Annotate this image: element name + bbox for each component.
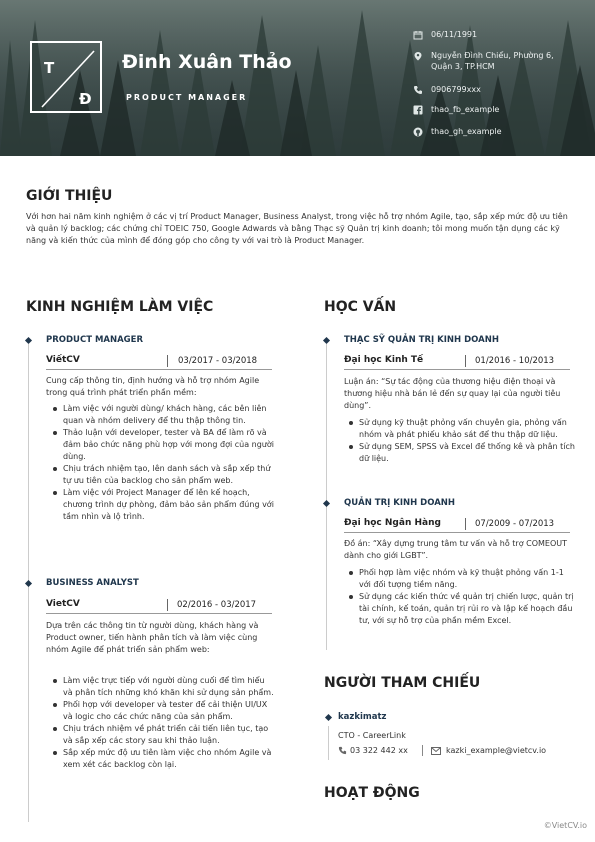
education-bullets (346, 567, 576, 627)
contact-text: 0906799xxx (431, 85, 481, 94)
job-date: 03/2017 - 03/2018 (178, 356, 258, 366)
list-item: Phối hợp làm việc nhóm và kỹ thuật phỏng vấn 1-1 với đối tượng tiềm năng. (346, 567, 576, 591)
list-item: Làm việc trực tiếp với người dùng cuối để tìm hiểu và phân tích những khó khăn khi sử dụng sản phẩm. (50, 675, 276, 699)
list-item: Chịu trách nhiệm về phát triển cải tiến liên tục, tạo và sắp xếp các story sau khi thảo luận. (50, 723, 276, 747)
job-date: 02/2016 - 03/2017 (177, 600, 257, 610)
job-description: Dựa trên các thông tin từ người dùng, khách hàng và Product owner, tiến hành phân tích và làm việc cùng nhóm Agile để phát triển sản phẩm web: (46, 621, 259, 654)
education-underline (344, 532, 570, 533)
list-item: Làm việc với người dùng/ khách hàng, các bên liên quan và nhóm delivery để thu thập thông tin. (50, 403, 276, 427)
experience-title: KINH NGHIỆM LÀM VIỆC (26, 299, 214, 315)
monogram-initial-top: T (44, 59, 55, 77)
education-date: 01/2016 - 10/2013 (475, 356, 555, 366)
job-underline (46, 613, 272, 614)
company-date-separator (167, 599, 168, 611)
reference-phone[interactable]: 03 322 442 xx (350, 746, 408, 755)
job-underline (46, 369, 272, 370)
job-bullets (50, 675, 276, 771)
contact-text: 06/11/1991 (431, 30, 478, 39)
education-description: Đồ án: “Xây dựng trung tâm tư vấn và hỗ trợ COMEOUT dành cho giới LGBT”. (344, 539, 568, 560)
list-item: Thảo luận với developer, tester và BA để làm rõ và đảm bảo chức năng phù hợp với mong đợi của người dùng. (50, 427, 276, 463)
list-item: Sử dụng kỹ thuật phỏng vấn chuyên gia, phỏng vấn nhóm và phát phiếu khảo sát để thu thập dữ liệu. (346, 417, 576, 441)
job-title: PRODUCT MANAGER (46, 335, 144, 345)
education-description: Luận án: “Sự tác động của thương hiệu điện thoại và thương hiệu nhà bán lẻ đến sự quay lại của người tiêu dùng”. (344, 377, 561, 410)
timeline-marker (25, 337, 32, 344)
company-date-separator (167, 355, 168, 367)
school-date-separator (465, 355, 466, 367)
job-title: BUSINESS ANALYST (46, 578, 139, 588)
degree-title: QUẢN TRỊ KINH DOANH (344, 498, 456, 508)
calendar-icon (413, 30, 423, 40)
list-item: Sắp xếp mức độ ưu tiên làm việc cho nhóm Agile và xem xét các backlog còn lại. (50, 747, 276, 771)
reference-marker (325, 714, 332, 721)
facebook-icon (413, 105, 423, 115)
timeline-marker (25, 580, 32, 587)
email-icon (431, 747, 441, 755)
reference-separator (422, 745, 423, 756)
reference-name: kazkimatz (338, 712, 387, 722)
list-item: Chịu trách nhiệm tạo, lên danh sách và sắp xếp thứ tự ưu tiên của backlog cho sản phẩm web. (50, 463, 276, 487)
degree-title: THẠC SỸ QUẢN TRỊ KINH DOANH (344, 335, 499, 345)
education-title: HỌC VẤN (324, 299, 397, 315)
education-underline (344, 369, 570, 370)
reference-email[interactable]: kazki_example@vietcv.io (446, 746, 547, 755)
phone-icon (413, 85, 423, 95)
activities-title: HOẠT ĐỘNG (324, 785, 420, 801)
timeline-marker (323, 337, 330, 344)
job-bullets (50, 403, 276, 523)
job-company: VietCV (46, 599, 80, 609)
github-icon (413, 127, 423, 137)
school-name: Đại học Ngân Hàng (344, 518, 441, 528)
list-item: Sử dụng SEM, SPSS và Excel để thống kê và phân tích dữ liệu. (346, 441, 576, 465)
reference-position: CTO - CareerLink (338, 731, 406, 740)
monogram-slash (32, 43, 104, 115)
header-banner (0, 0, 595, 156)
school-name: Đại học Kinh Tế (344, 355, 424, 365)
education-bullets (346, 417, 576, 465)
contact-text: Nguyễn Đình Chiểu, Phường 6, Quận 3, TP.HCM (431, 51, 554, 71)
job-company: ViếtCV (46, 355, 80, 365)
job-description: Cung cấp thông tin, định hướng và hỗ trợ nhóm Agile trong quá trình phát triển phần mềm: (46, 376, 260, 397)
monogram-logo (30, 41, 102, 113)
reference-timeline (328, 726, 329, 760)
list-item: Sử dụng các kiến thức về quản trị chiến lược, quản trị tài chính, kế toán, quản trị rủi ro và lập kế hoạch đầu tư, với sự hỗ trợ của phần mềm Excel. (346, 591, 576, 627)
list-item: Làm việc với Project Manager để lên kế hoạch, chương trình dự phòng, đảm bảo sản phẩm đúng với tầm nhìn và lộ trình. (50, 487, 276, 523)
contact-text: thao_gh_example (431, 127, 502, 136)
candidate-role: PRODUCT MANAGER (126, 93, 248, 102)
references-title: NGƯỜI THAM CHIẾU (324, 675, 481, 691)
monogram-initial-bottom: Đ (79, 90, 92, 108)
footer-watermark: ©VietCV.io (543, 821, 587, 830)
intro-text: Với hơn hai năm kinh nghiệm ở các vị trí Product Manager, Business Analyst, trong việc hỗ trợ nhóm Agile, tạo, sắp xếp mức độ ưu tiên và quản lý backlog; các chứng chỉ TOEIC 750, Google Adwards và bằng Thạc sỹ Quản trị kinh doanh; tôi mong muốn tận dụng các kỹ năng và kiến thức của mình để đóng góp cho công ty với vai trò là Product Manager. (26, 212, 568, 245)
education-date: 07/2009 - 07/2013 (475, 519, 555, 529)
list-item: Phối hợp với developer và tester để cải thiện UI/UX và logic cho các chức năng của sản phẩm. (50, 699, 276, 723)
contact-text: thao_fb_example (431, 105, 500, 114)
timeline-marker (323, 500, 330, 507)
intro-title: GIỚI THIỆU (26, 188, 113, 204)
map-pin-icon (413, 51, 423, 61)
phone-icon (338, 746, 347, 755)
school-date-separator (465, 518, 466, 530)
education-timeline (326, 344, 327, 650)
candidate-name: Đinh Xuân Thảo (122, 51, 292, 73)
